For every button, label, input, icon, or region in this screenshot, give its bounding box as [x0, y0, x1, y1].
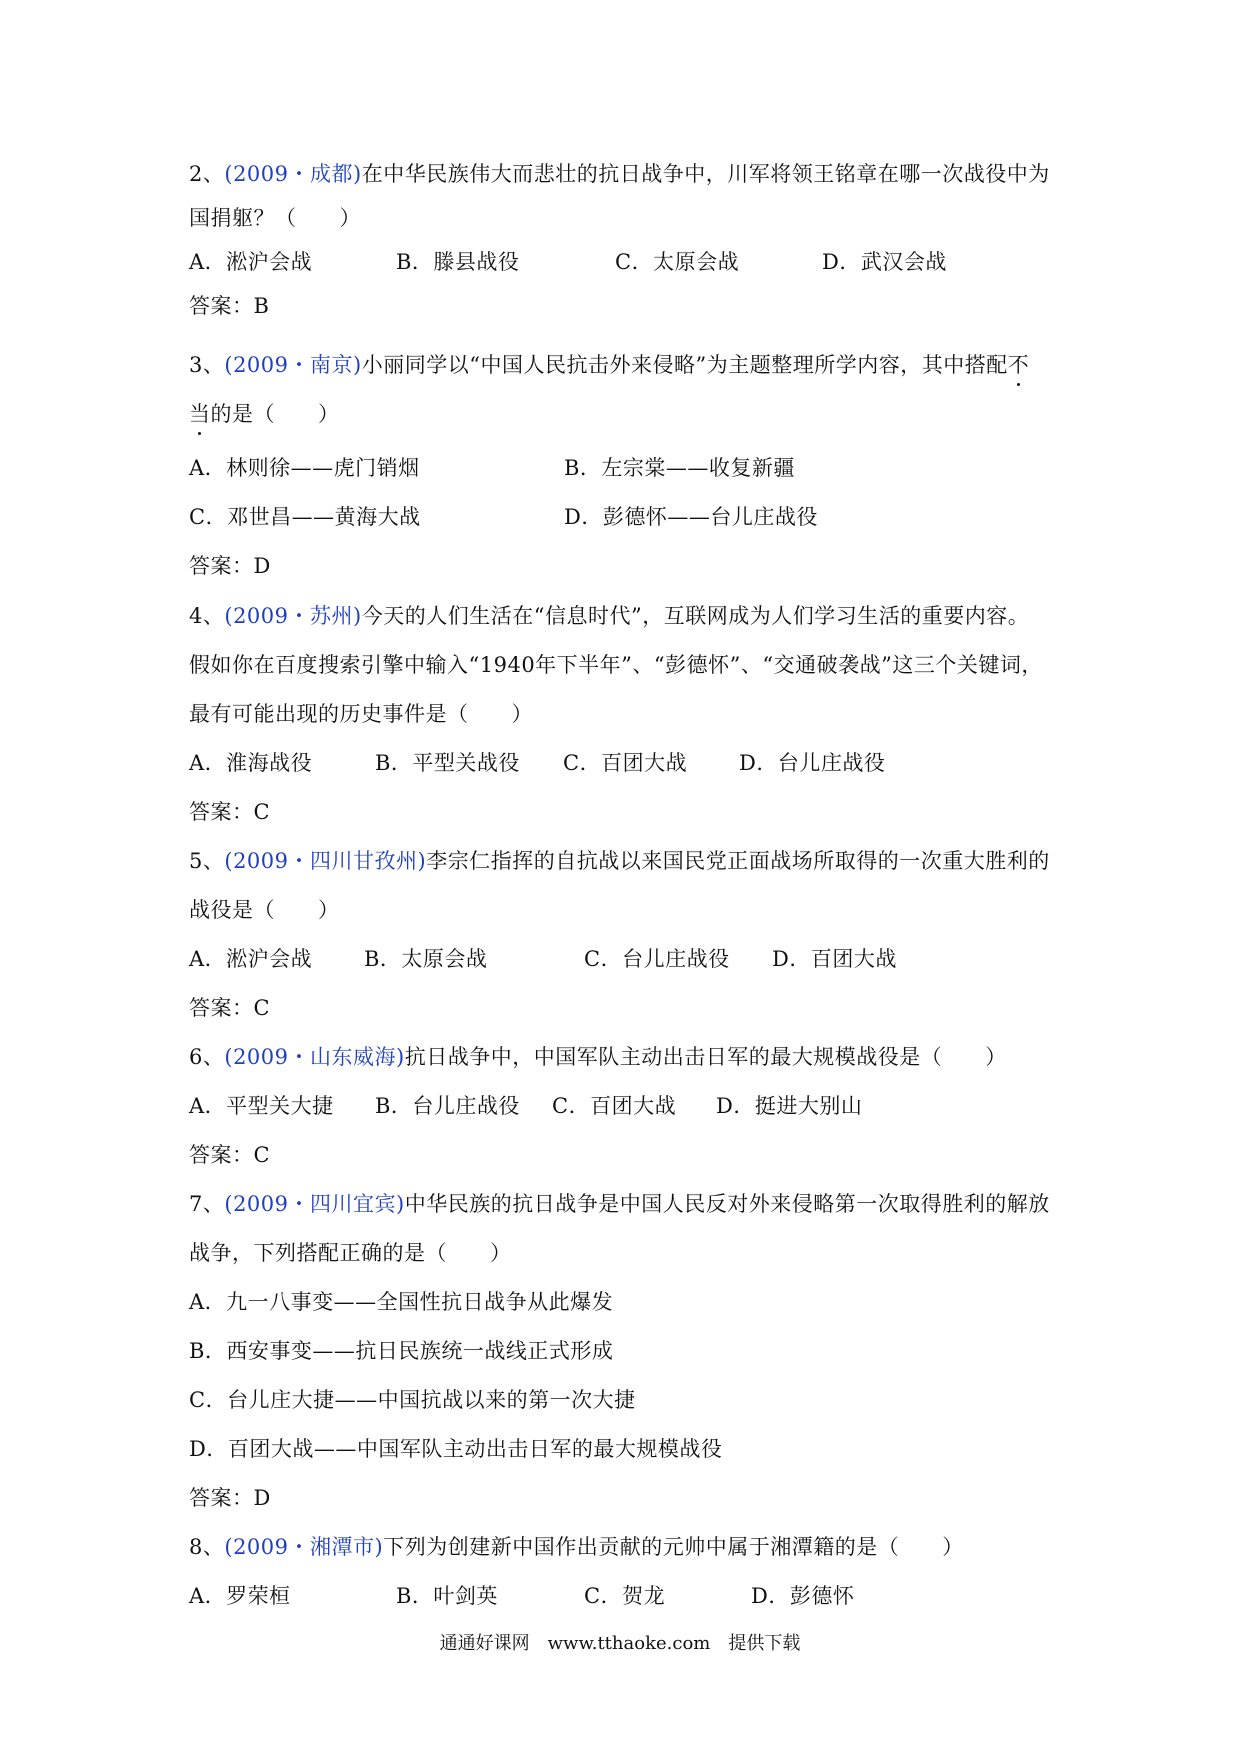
question-6-line-1	[189, 1042, 1007, 1072]
option-d: D．百团大战	[772, 947, 897, 971]
question-source: (2009・成都)	[224, 162, 362, 186]
question-4-line-1	[189, 601, 1029, 631]
question-stem: 今天的人们生活在“信息时代”，互联网成为人们学习生活的重要内容。	[361, 604, 1030, 628]
question-7-option-a	[189, 1287, 613, 1317]
question-source: (2009・湘潭市)	[224, 1535, 384, 1559]
question-8-line-1	[189, 1532, 964, 1562]
option-a: A．平型关大捷	[189, 1094, 334, 1118]
option-b: B．台儿庄战役	[375, 1094, 520, 1118]
option-d: D．台儿庄战役	[739, 751, 886, 775]
question-7-line-2	[189, 1238, 512, 1268]
question-number: 2、	[189, 162, 225, 186]
option-a: A．罗荣桓	[189, 1584, 291, 1608]
question-stem: 国捐躯？（ ）	[189, 206, 361, 230]
option-c: C．贺龙	[584, 1584, 666, 1608]
question-stem: 中华民族的抗日战争是中国人民反对外来侵略第一次取得胜利的解放	[404, 1192, 1050, 1216]
question-number: 8、	[189, 1535, 225, 1559]
option-c: C．台儿庄战役	[584, 947, 730, 971]
question-stem: 小丽同学以“中国人民抗击外来侵略”为主题整理所学内容，其中搭配	[361, 353, 1008, 377]
question-source: (2009・南京)	[224, 353, 362, 377]
question-stem: 假如你在百度搜索引擎中输入“1940年下半年”、“彭德怀”、“交通破袭战”这三个关键词，	[189, 653, 1043, 677]
option-c: C．太原会战	[615, 250, 740, 274]
question-number: 4、	[189, 604, 225, 628]
option-a: A．淞沪会战	[189, 250, 313, 274]
option-d: D．挺进大别山	[716, 1094, 863, 1118]
answer-text: 答案：C	[189, 800, 271, 824]
question-2-line-2	[189, 203, 361, 233]
option-b: B．平型关战役	[375, 751, 520, 775]
question-stem: 最有可能出现的历史事件是（ ）	[189, 702, 533, 726]
option-a: A．淮海战役	[189, 751, 313, 775]
question-2-line-1	[189, 159, 1050, 189]
emphasis-char: 不	[1008, 350, 1030, 380]
question-source: (2009・四川宜宾)	[224, 1192, 405, 1216]
question-4-line-3	[189, 699, 533, 729]
question-3-line-1	[189, 350, 1029, 380]
question-source: (2009・四川甘孜州)	[224, 849, 427, 873]
option-a: A．淞沪会战	[189, 947, 313, 971]
page-footer	[0, 1631, 1240, 1657]
option-d: D．武汉会战	[822, 250, 947, 274]
question-stem: 的是（ ）	[210, 402, 340, 426]
question-number: 3、	[189, 353, 225, 377]
option-b: B．西安事变——抗日民族统一战线正式形成	[189, 1339, 614, 1363]
question-3-line-2	[189, 399, 340, 429]
question-5-line-2	[189, 895, 340, 925]
question-4-answer	[189, 797, 270, 827]
question-stem: 李宗仁指挥的自抗战以来国民党正面战场所取得的一次重大胜利的	[426, 849, 1050, 873]
question-number: 5、	[189, 849, 225, 873]
question-number: 7、	[189, 1192, 225, 1216]
option-a: A．林则徐——虎门销烟	[189, 456, 420, 480]
question-5-answer	[189, 993, 270, 1023]
answer-text: 答案：C	[189, 996, 271, 1020]
question-5-line-1	[189, 846, 1050, 876]
question-stem: 下列为创建新中国作出贡献的元帅中属于湘潭籍的是（ ）	[383, 1535, 964, 1559]
option-a: A．九一八事变——全国性抗日战争从此爆发	[189, 1290, 614, 1314]
answer-text: 答案：D	[189, 1486, 271, 1510]
question-3-answer	[189, 551, 271, 581]
question-source: (2009・苏州)	[224, 604, 362, 628]
option-b: B．滕县战役	[396, 250, 520, 274]
option-c: C．台儿庄大捷——中国抗战以来的第一次大捷	[189, 1388, 636, 1412]
question-7-line-1	[189, 1189, 1050, 1219]
question-2-answer	[189, 291, 269, 321]
answer-text: 答案：D	[189, 554, 271, 578]
emphasis-char: 当	[189, 399, 211, 429]
question-stem: 战争，下列搭配正确的是（ ）	[189, 1241, 512, 1265]
question-7-option-d	[189, 1434, 722, 1464]
option-d: D．彭德怀——台儿庄战役	[564, 505, 818, 529]
option-d: D．彭德怀	[751, 1584, 855, 1608]
option-b: B．叶剑英	[396, 1584, 498, 1608]
option-c: C．百团大战	[563, 751, 688, 775]
answer-text: 答案：B	[189, 294, 270, 318]
option-b: B．左宗棠——收复新疆	[564, 456, 795, 480]
option-b: B．太原会战	[364, 947, 488, 971]
footer-text: 通通好课网 www.tthaoke.com 提供下载	[439, 1633, 801, 1654]
question-7-option-c	[189, 1385, 636, 1415]
question-stem: 在中华民族伟大而悲壮的抗日战争中，川军将领王铭章在哪一次战役中为	[361, 162, 1050, 186]
option-c: C．百团大战	[552, 1094, 677, 1118]
option-d: D．百团大战——中国军队主动出击日军的最大规模战役	[189, 1437, 723, 1461]
question-stem: 战役是（ ）	[189, 898, 340, 922]
question-number: 6、	[189, 1045, 225, 1069]
question-7-answer	[189, 1483, 271, 1513]
option-c: C．邓世昌——黄海大战	[189, 505, 421, 529]
question-6-answer	[189, 1140, 270, 1170]
question-4-line-2	[189, 650, 1043, 680]
answer-text: 答案：C	[189, 1143, 271, 1167]
question-source: (2009・山东威海)	[224, 1045, 405, 1069]
question-stem: 抗日战争中，中国军队主动出击日军的最大规模战役是（ ）	[404, 1045, 1007, 1069]
question-7-option-b	[189, 1336, 613, 1366]
